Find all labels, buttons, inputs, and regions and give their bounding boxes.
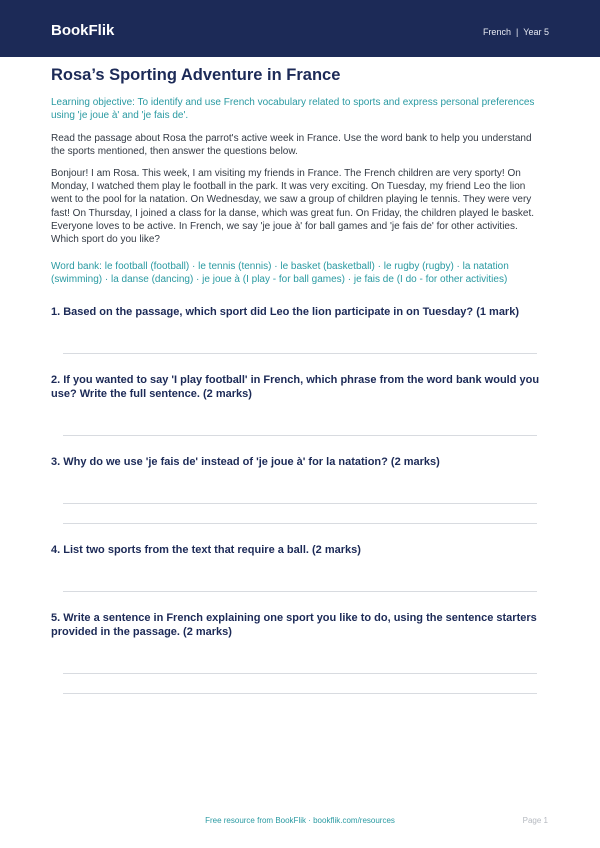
question-3: 3. Why do we use 'je fais de' instead of 'je joue à' for la natation? (2 marks): [51, 456, 440, 468]
answer-line[interactable]: [63, 591, 537, 592]
page-header: [0, 0, 600, 57]
answer-line[interactable]: [63, 693, 537, 694]
footer-credit: Free resource from BookFlik · bookflik.com/resources: [205, 816, 395, 825]
question-5: 5. Write a sentence in French explaining one sport you like to do, using the sentence starters provided in the passage. (2 marks): [51, 612, 537, 638]
answer-line[interactable]: [63, 523, 537, 524]
word-bank: Word bank: le football (football) · le tennis (tennis) · le basket (basketball) · le rugby (rugby) · la natation (swimming) · la danse (dancing) · je joue à (I play - for ball games) · je fais de (I do - for other activities): [51, 261, 509, 285]
question-1: 1. Based on the passage, which sport did Leo the lion participate in on Tuesday? (1 mark): [51, 306, 519, 318]
header-separator: |: [515, 27, 519, 37]
answer-line[interactable]: [63, 353, 537, 354]
subject-year-label: [483, 27, 549, 38]
instructions: Read the passage about Rosa the parrot's active week in France. Use the word bank to help you understand the sports mentioned, then answer the questions below.: [51, 133, 532, 157]
page-title: Rosa’s Sporting Adventure in France: [51, 66, 341, 84]
page-footer: [0, 816, 600, 828]
year-label: Year 5: [523, 27, 549, 37]
question-2: 2. If you wanted to say 'I play football' in French, which phrase from the word bank would you use? Write the full sentence. (2 marks): [51, 374, 540, 400]
learning-objective: Learning objective: To identify and use French vocabulary related to sports and express personal preferences using 'je joue à' and 'je fais de'.: [51, 97, 535, 121]
answer-line[interactable]: [63, 435, 537, 436]
page-number: Page 1: [522, 816, 548, 825]
brand-logo: BookFlik: [51, 22, 115, 39]
answer-line[interactable]: [63, 673, 537, 674]
question-4: 4. List two sports from the text that require a ball. (2 marks): [51, 544, 361, 556]
subject-label: French: [482, 27, 511, 37]
answer-line[interactable]: [63, 503, 537, 504]
reading-passage: Bonjour! I am Rosa. This week, I am visiting my friends in France. The French children are very sporty! On Monday, I watched them play le football in the park. It was very exciting. On Tuesday, my friend Leo the lion went to the pool for la natation. On Wednesday, we saw a group of children playing le tennis. They were very fast! On Thursday, I joined a class for la danse, which was great fun. On Friday, the children played le basket. Everyone loves to be active. In French, we say 'je joue à' for ball games and 'je fais de' for other activities. Which sport do you like?: [51, 168, 535, 246]
